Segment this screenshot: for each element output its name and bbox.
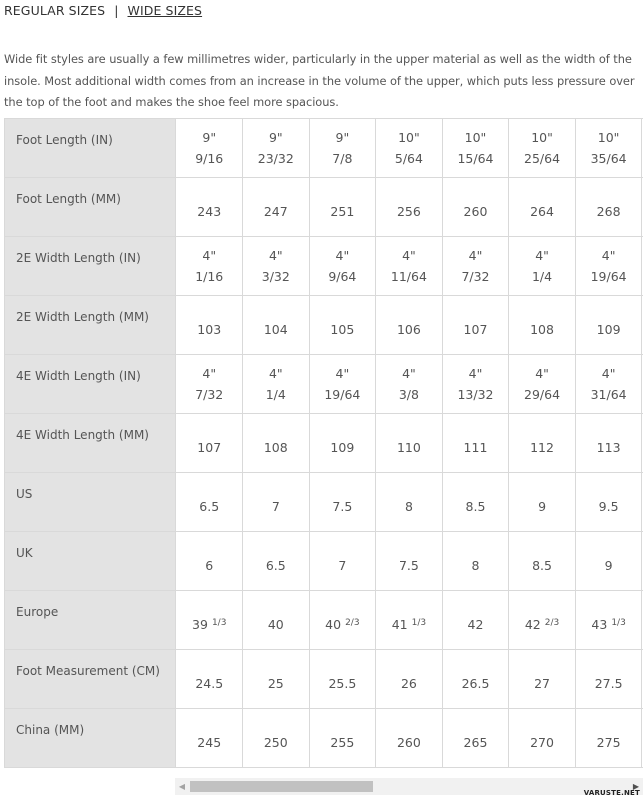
cell-inches: 4" xyxy=(535,248,549,263)
cell-fraction: 19/64 xyxy=(324,387,361,402)
table-cell: 109 xyxy=(309,414,376,473)
cell-inches: 4" xyxy=(402,366,416,381)
table-cell: 268 xyxy=(575,178,642,237)
table-cell: 251 xyxy=(309,178,376,237)
table-cell xyxy=(575,119,642,178)
row-header: China (MM) xyxy=(5,709,176,768)
row-header: 2E Width Length (IN) xyxy=(5,237,176,296)
table-cell xyxy=(442,355,509,414)
table-cell: 9.5 xyxy=(575,473,642,532)
table-cell: 26 xyxy=(376,650,443,709)
table-cell: 110 xyxy=(376,414,443,473)
table-cell: 8.5 xyxy=(442,473,509,532)
wide-fit-description: Wide fit styles are usually a few millimetres wider, particularly in the upper material as well as the width of the insole. Most additional width comes from an increase in the volume of the upper, which puts less pressure over the top of the foot and makes the shoe feel more spacious. xyxy=(4,52,635,110)
row-header: Foot Measurement (CM) xyxy=(5,650,176,709)
cell-fraction: 1/4 xyxy=(531,269,553,284)
table-cell: 9 xyxy=(509,473,576,532)
table-row xyxy=(5,119,643,178)
cell-size: 41 xyxy=(391,617,408,632)
table-cell: 243 xyxy=(176,178,243,237)
table-cell xyxy=(442,119,509,178)
tab-wide-sizes[interactable]: WIDE SIZES xyxy=(127,3,203,18)
table-row xyxy=(5,591,643,650)
table-cell: 270 xyxy=(509,709,576,768)
cell-inches: 4" xyxy=(468,366,483,381)
cell-size-fraction: 1/3 xyxy=(411,618,427,628)
table-cell xyxy=(442,591,509,650)
cell-inches: 4" xyxy=(202,248,217,263)
cell-size: 42 xyxy=(524,617,541,632)
cell-size: 40 xyxy=(325,617,342,632)
cell-size-fraction: 2/3 xyxy=(345,618,360,628)
table-cell xyxy=(309,355,376,414)
size-chart-table xyxy=(4,118,643,768)
row-header: Foot Length (IN) xyxy=(5,119,176,178)
table-row xyxy=(5,178,643,237)
cell-fraction: 1/4 xyxy=(265,387,286,402)
table-row xyxy=(5,473,643,532)
cell-size-fraction: 1/3 xyxy=(611,618,626,628)
table-cell: 105 xyxy=(309,296,376,355)
table-cell xyxy=(376,119,443,178)
cell-fraction: 3/32 xyxy=(261,269,290,284)
cell-size: 42 xyxy=(467,616,484,632)
table-cell xyxy=(243,237,310,296)
horizontal-scrollbar[interactable] xyxy=(175,778,643,795)
table-cell: 27 xyxy=(509,650,576,709)
table-cell xyxy=(575,591,642,650)
table-cell: 112 xyxy=(509,414,576,473)
table-cell xyxy=(309,119,376,178)
table-row xyxy=(5,650,643,709)
cell-fraction: 15/64 xyxy=(457,151,494,166)
table-cell xyxy=(575,355,642,414)
table-cell xyxy=(509,237,576,296)
watermark-logo: VARUSTE.NET xyxy=(583,789,640,797)
table-row xyxy=(5,237,643,296)
table-cell: 106 xyxy=(376,296,443,355)
table-cell xyxy=(243,119,310,178)
cell-inches: 4" xyxy=(202,366,217,381)
cell-inches: 4" xyxy=(468,248,483,263)
row-header: 2E Width Length (MM) xyxy=(5,296,176,355)
table-cell xyxy=(376,237,443,296)
table-cell: 27.5 xyxy=(575,650,642,709)
table-cell xyxy=(376,591,443,650)
cell-size: 43 xyxy=(591,617,608,632)
cell-fraction: 11/64 xyxy=(390,269,427,284)
table-cell: 8 xyxy=(442,532,509,591)
table-cell: 7.5 xyxy=(309,473,376,532)
cell-fraction: 7/32 xyxy=(461,269,490,284)
table-cell: 255 xyxy=(309,709,376,768)
table-cell: 260 xyxy=(376,709,443,768)
cell-inches: 4" xyxy=(535,366,549,381)
row-header: 4E Width Length (IN) xyxy=(5,355,176,414)
cell-inches: 4" xyxy=(601,248,616,263)
table-cell: 8.5 xyxy=(509,532,576,591)
table-cell: 109 xyxy=(575,296,642,355)
cell-inches: 10" xyxy=(398,130,420,145)
table-cell: 245 xyxy=(176,709,243,768)
table-cell: 104 xyxy=(243,296,310,355)
table-cell: 6 xyxy=(176,532,243,591)
tab-separator: | xyxy=(114,3,119,18)
row-header: UK xyxy=(5,532,176,591)
cell-fraction: 3/8 xyxy=(398,387,419,402)
table-cell: 8 xyxy=(376,473,443,532)
table-cell: 107 xyxy=(176,414,243,473)
table-cell xyxy=(509,119,576,178)
table-cell: 103 xyxy=(176,296,243,355)
cell-fraction: 13/32 xyxy=(457,387,494,402)
cell-fraction: 31/64 xyxy=(590,387,627,402)
cell-inches: 10" xyxy=(597,130,620,145)
row-header: Foot Length (MM) xyxy=(5,178,176,237)
table-cell: 25 xyxy=(243,650,310,709)
table-row xyxy=(5,355,643,414)
table-cell xyxy=(575,237,642,296)
cell-fraction: 23/32 xyxy=(257,151,294,166)
cell-size: 39 xyxy=(192,617,208,632)
row-header: Europe xyxy=(5,591,176,650)
table-cell: 108 xyxy=(509,296,576,355)
cell-fraction: 19/64 xyxy=(590,269,627,284)
scroll-left-arrow-icon[interactable]: ◀ xyxy=(178,782,186,791)
cell-inches: 4" xyxy=(268,366,283,381)
table-cell xyxy=(176,355,243,414)
table-cell: 256 xyxy=(376,178,443,237)
table-cell xyxy=(243,591,310,650)
cell-inches: 9" xyxy=(335,130,350,145)
table-cell xyxy=(309,237,376,296)
table-cell: 275 xyxy=(575,709,642,768)
table-cell xyxy=(309,591,376,650)
cell-fraction: 1/16 xyxy=(195,269,224,284)
table-cell xyxy=(509,591,576,650)
table-row xyxy=(5,709,643,768)
cell-fraction: 25/64 xyxy=(524,151,561,166)
table-row xyxy=(5,296,643,355)
cell-fraction: 7/32 xyxy=(195,387,224,402)
table-cell: 7.5 xyxy=(376,532,443,591)
size-table-container[interactable] xyxy=(4,118,643,778)
table-row xyxy=(5,532,643,591)
table-cell: 111 xyxy=(442,414,509,473)
table-cell: 113 xyxy=(575,414,642,473)
table-cell: 260 xyxy=(442,178,509,237)
cell-fraction: 29/64 xyxy=(524,387,561,402)
cell-fraction: 9/16 xyxy=(195,151,224,166)
table-cell: 9 xyxy=(575,532,642,591)
cell-fraction: 5/64 xyxy=(394,151,423,166)
table-row xyxy=(5,414,643,473)
tab-regular-sizes[interactable]: REGULAR SIZES xyxy=(4,3,106,18)
table-cell: 24.5 xyxy=(176,650,243,709)
scrollbar-thumb[interactable] xyxy=(190,781,373,792)
table-cell xyxy=(442,237,509,296)
cell-inches: 10" xyxy=(464,130,487,145)
scroll-right-arrow-icon[interactable]: ▶ xyxy=(632,782,640,791)
cell-inches: 4" xyxy=(601,366,616,381)
cell-inches: 10" xyxy=(531,130,553,145)
table-cell xyxy=(176,591,243,650)
row-header: US xyxy=(5,473,176,532)
table-cell: 26.5 xyxy=(442,650,509,709)
table-cell: 250 xyxy=(243,709,310,768)
size-tabs xyxy=(4,3,202,18)
cell-fraction: 9/64 xyxy=(328,269,357,284)
table-cell xyxy=(243,355,310,414)
cell-fraction: 7/8 xyxy=(332,151,353,166)
table-cell: 108 xyxy=(243,414,310,473)
table-cell: 107 xyxy=(442,296,509,355)
row-header: 4E Width Length (MM) xyxy=(5,414,176,473)
cell-inches: 9" xyxy=(202,130,217,145)
table-cell: 6.5 xyxy=(176,473,243,532)
table-cell: 25.5 xyxy=(309,650,376,709)
cell-size: 40 xyxy=(267,616,284,632)
table-cell xyxy=(176,119,243,178)
table-cell: 264 xyxy=(509,178,576,237)
table-cell xyxy=(176,237,243,296)
cell-size-fraction: 2/3 xyxy=(544,618,560,628)
table-cell: 7 xyxy=(243,473,310,532)
cell-size-fraction: 1/3 xyxy=(211,618,227,628)
table-cell: 247 xyxy=(243,178,310,237)
cell-inches: 4" xyxy=(268,248,283,263)
cell-inches: 4" xyxy=(335,248,350,263)
cell-fraction: 35/64 xyxy=(590,151,627,166)
cell-inches: 4" xyxy=(402,248,416,263)
table-cell: 265 xyxy=(442,709,509,768)
cell-inches: 9" xyxy=(268,130,283,145)
table-cell: 7 xyxy=(309,532,376,591)
table-cell xyxy=(376,355,443,414)
cell-inches: 4" xyxy=(335,366,350,381)
table-cell: 6.5 xyxy=(243,532,310,591)
table-cell xyxy=(509,355,576,414)
